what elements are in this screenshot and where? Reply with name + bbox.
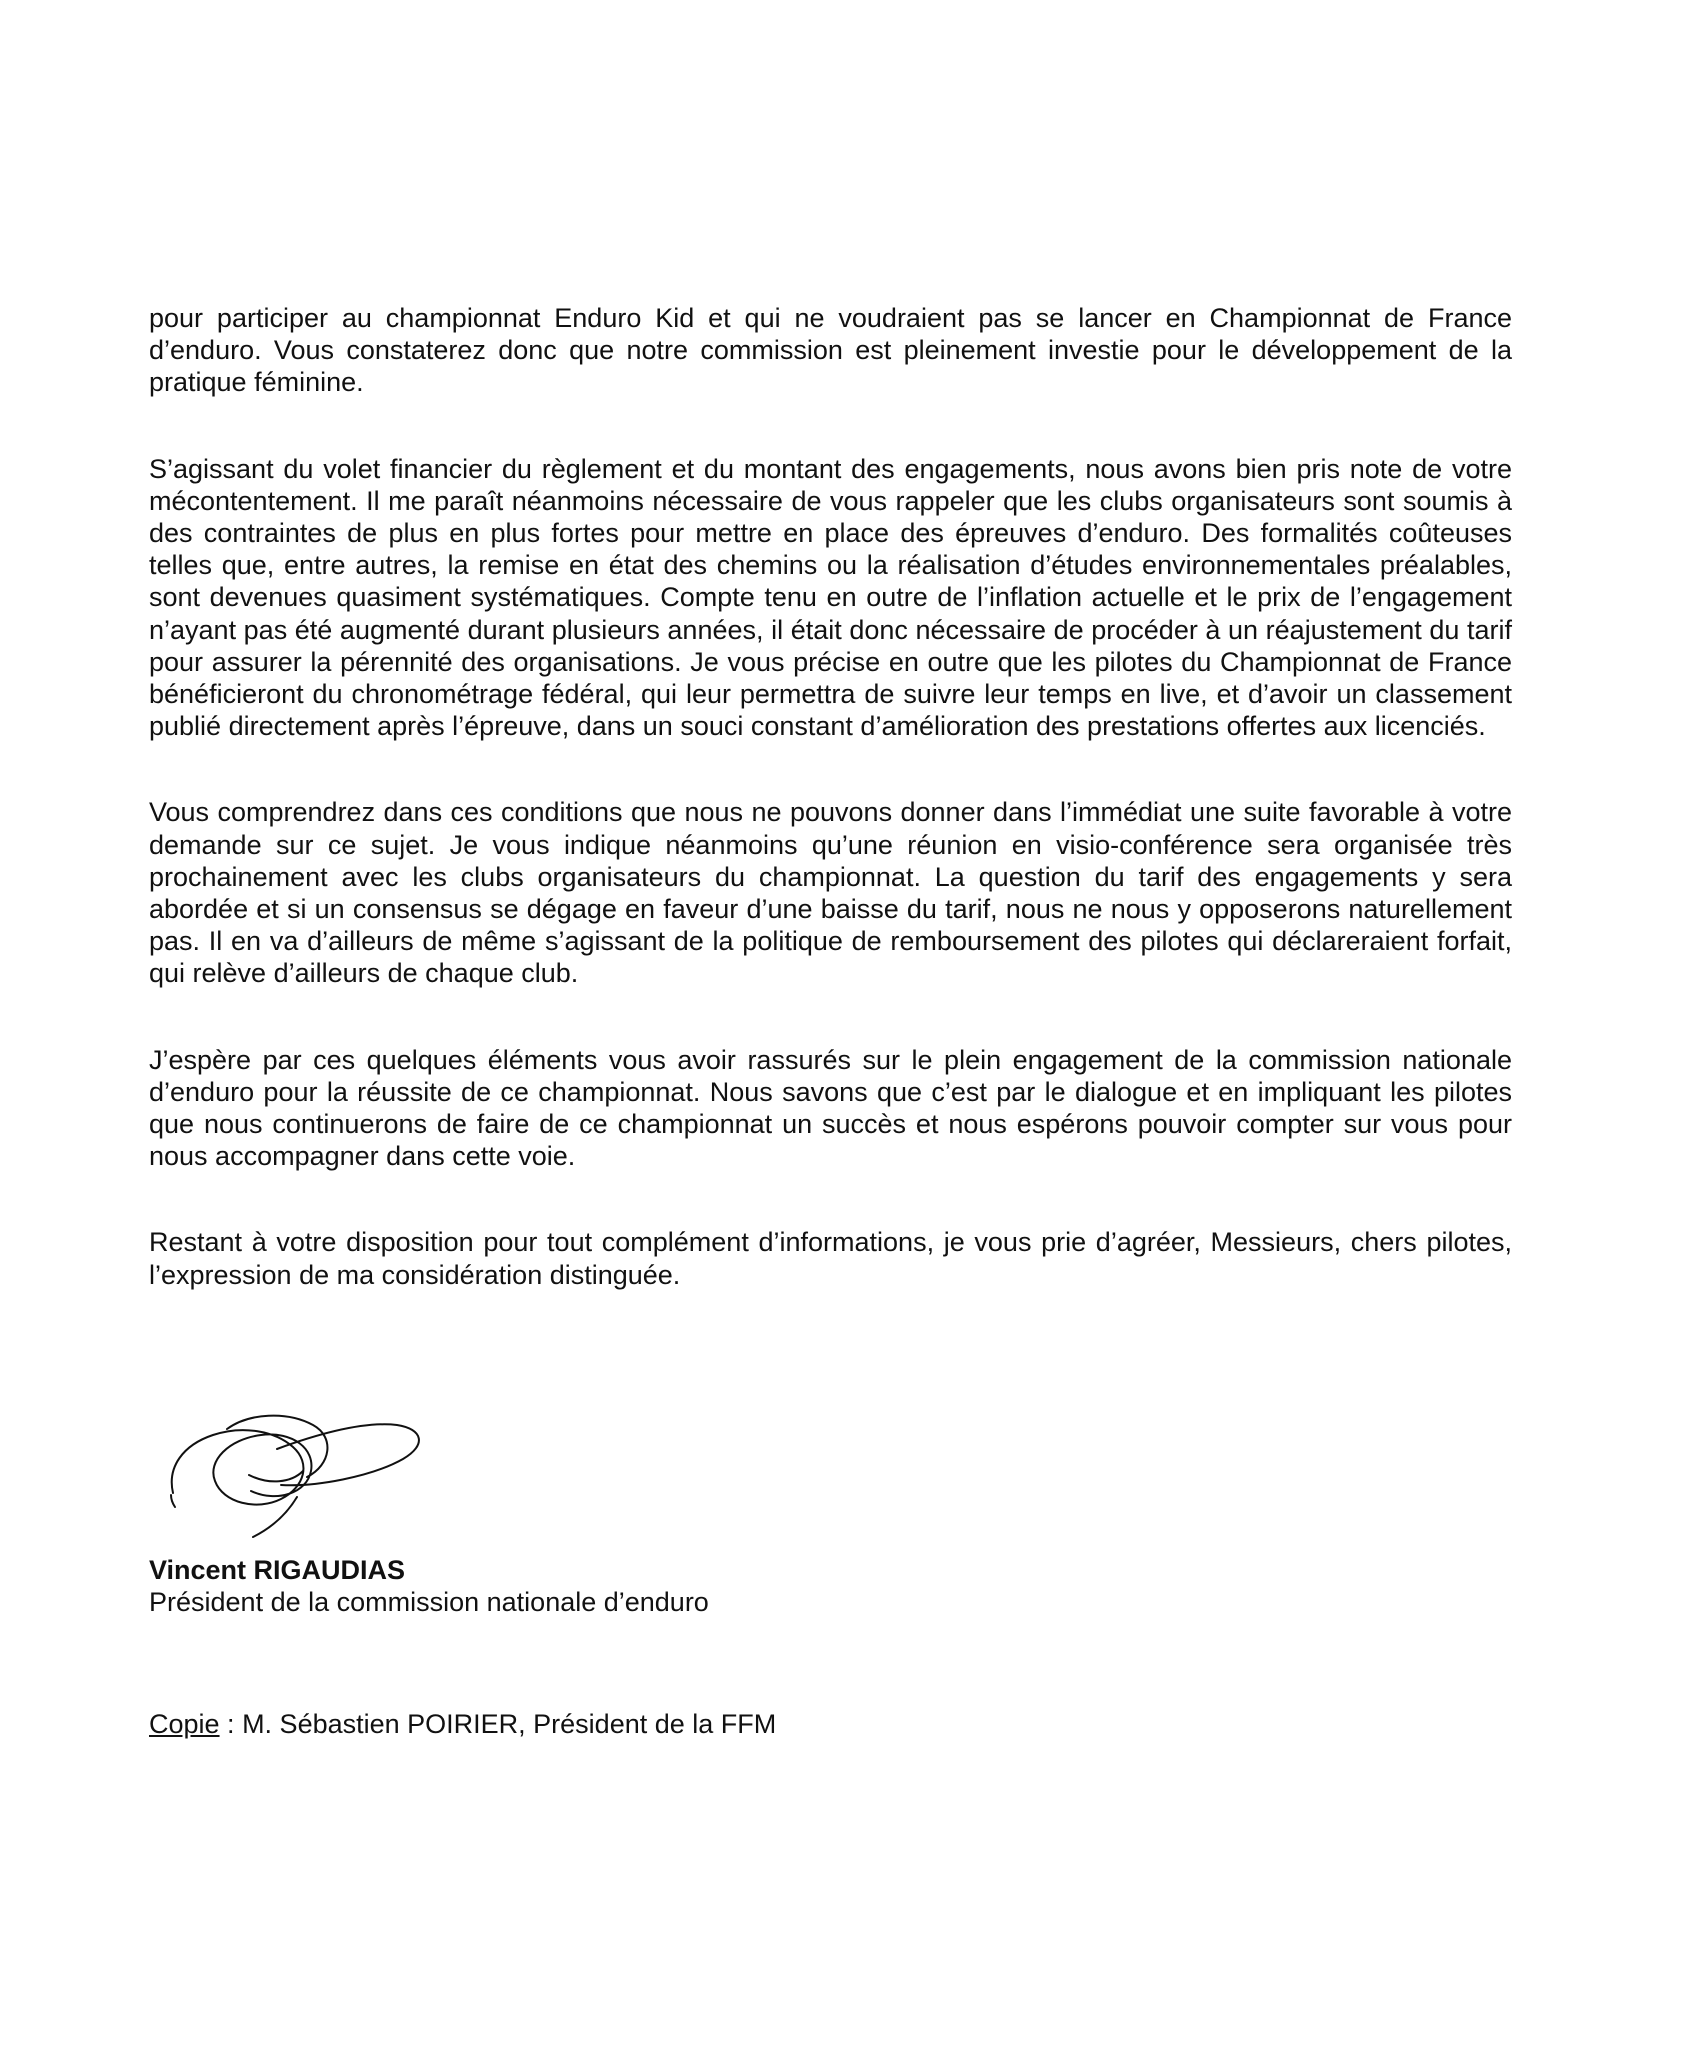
paragraph-spacer (149, 1172, 1512, 1226)
copy-line (149, 1708, 776, 1740)
copy-separator: : (219, 1709, 243, 1739)
paragraph-women-practice: pour participer au championnat Enduro Kid et qui ne voudraient pas se lancer en Championnat de France d’enduro. Vous constaterez donc que notre commission est pleinement investie pour le développement de la pratique féminine. (149, 303, 1512, 398)
paragraph-financial: S’agissant du volet financier du règlement et du montant des engagements, nous avons bien pris note de votre mécontentement. Il me paraît néanmoins nécessaire de vous rappeler que les clubs organisateurs sont soumis à des contraintes de plus en plus fortes pour mettre en place des épreuves d’enduro. Des formalités coûteuses telles que, entre autres, la remise en état des chemins ou la réalisation d’études environnementales préalables, sont devenues quasiment systématiques. Compte tenu en outre de l’inflation actuelle et le prix de l’engagement n’ayant pas été augmenté durant plusieurs années, il était donc nécessaire de procéder à un réajustement du tarif pour assurer la pérennité des organisations. Je vous précise en outre que les pilotes du Championnat de France bénéficieront du chronométrage fédéral, qui leur permettra de suivre leur temps en live, et d’avoir un classement publié directement après l’épreuve, dans un souci constant d’amélioration des prestations offertes aux licenciés. (149, 453, 1512, 742)
signatory-title: Président de la commission nationale d’enduro (149, 1587, 709, 1617)
signatory-name: Vincent RIGAUDIAS (149, 1555, 406, 1585)
letter-body (149, 302, 1512, 1291)
copy-recipient: M. Sébastien POIRIER, Président de la FFM (242, 1709, 777, 1739)
paragraph-commitment: J’espère par ces quelques éléments vous avoir rassurés sur le plein engagement de la commission nationale d’enduro pour la réussite de ce championnat. Nous savons que c’est par le dialogue et en impliquant les pilotes que nous continuerons de faire de ce championnat un succès et nous espérons pouvoir compter sur vous pour nous accompagner dans cette voie. (149, 1044, 1512, 1172)
paragraph-spacer (149, 990, 1512, 1044)
paragraph-spacer (149, 399, 1512, 453)
paragraph-request-response: Vous comprendrez dans ces conditions que nous ne pouvons donner dans l’immédiat une suite favorable à votre demande sur ce sujet. Je vous indique néanmoins qu’une réunion en visio-conférence sera organisée très prochainement avec les clubs organisateurs du championnat. La question du tarif des engagements y sera abordée et si un consensus se dégage en faveur d’une baisse du tarif, nous ne nous y opposerons naturellement pas. Il en va d’ailleurs de même s’agissant de la politique de remboursement des pilotes qui déclareraient forfait, qui relève d’ailleurs de chaque club. (149, 797, 1512, 989)
handwritten-signature-icon (165, 1405, 430, 1540)
copy-label: Copie (149, 1709, 220, 1739)
paragraph-closing: Restant à votre disposition pour tout complément d’informations, je vous prie d’agréer, Messieurs, chers pilotes, l’expression de ma considération distinguée. (149, 1227, 1512, 1290)
paragraph-spacer (149, 742, 1512, 796)
